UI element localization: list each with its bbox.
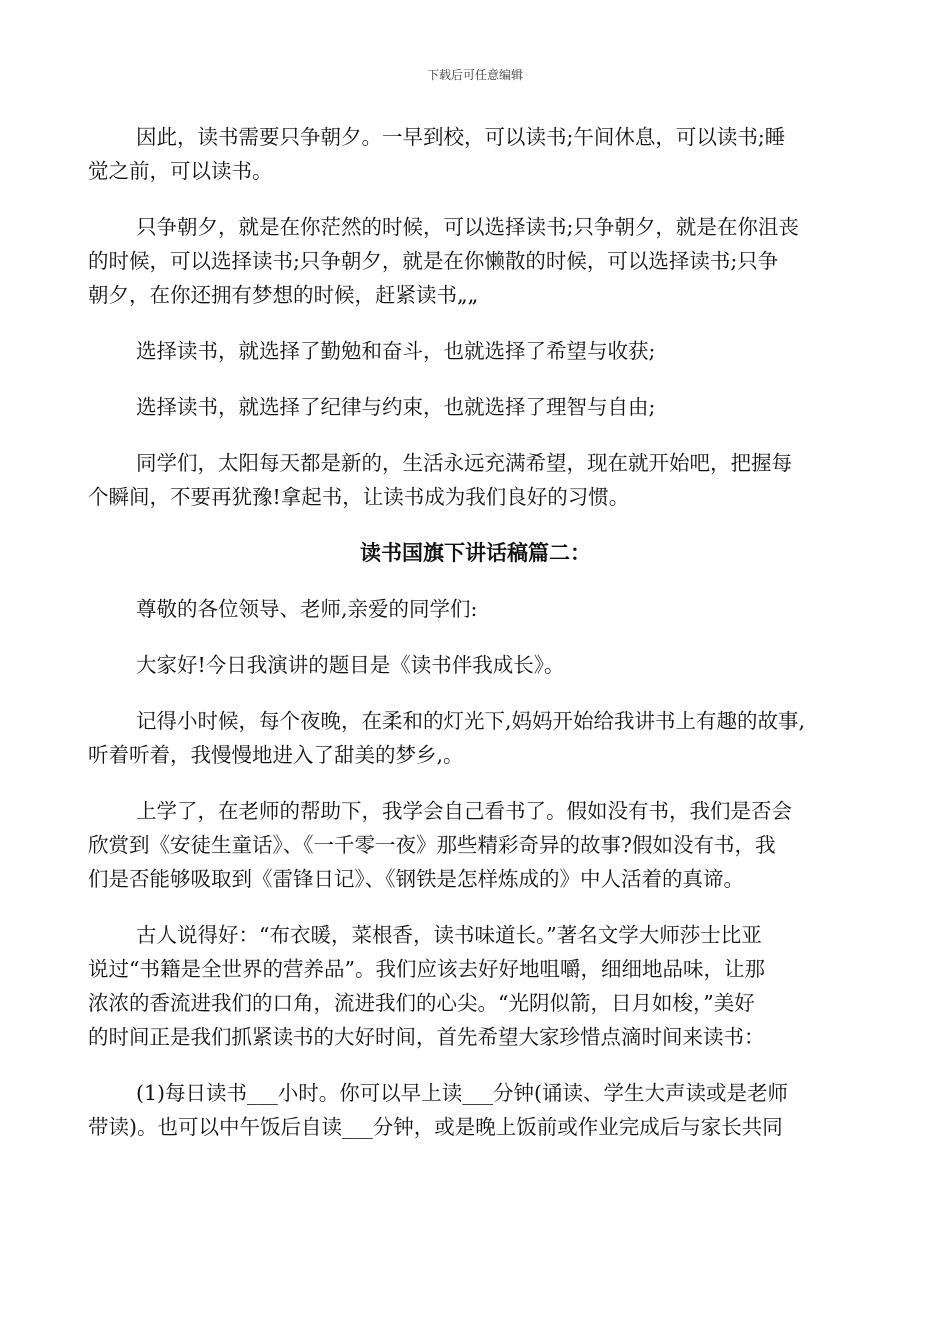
text-line: (1)每日读书___小时。你可以早上读___分钟(诵读、学生大声读或是老师	[136, 1081, 789, 1105]
text-line: 带读)。也可以中午饭后自读___分钟，或是晚上饭前或作业完成后与家长共同	[88, 1115, 783, 1139]
text-line: 的时候，可以选择读书;只争朝夕，就是在你懒散的时候，可以选择读书;只争	[88, 249, 779, 273]
text-line: 朝夕，在你还拥有梦想的时候，赶紧读书„„	[88, 283, 479, 307]
text-line: 选择读书，就选择了纪律与约束，也就选择了理智与自由;	[136, 395, 656, 419]
text-line: 听着听着，我慢慢地进入了甜美的梦乡,。	[88, 743, 464, 767]
text-line: 说过“书籍是全世界的营养品”。我们应该去好好地咀嚼，细细地品味，让那	[88, 957, 765, 981]
paragraph	[88, 592, 863, 626]
text-line: 尊敬的各位领导、老师,亲爱的同学们:	[136, 597, 478, 621]
text-line: 记得小时候，每个夜晚，在柔和的灯光下,妈妈开始给我讲书上有趣的故事,	[136, 709, 806, 733]
text-line: 们是否能够吸取到《雷锋日记》、《钢铁是怎样炼成的》中人活着的真谛。	[88, 867, 744, 891]
text-line: 个瞬间，不要再犹豫!拿起书，让读书成为我们良好的习惯。	[88, 485, 630, 509]
text-line: 上学了，在老师的帮助下，我学会自己看书了。假如没有书，我们是否会	[136, 799, 792, 823]
paragraph	[88, 1076, 863, 1144]
text-line: 古人说得好：“布衣暖，菜根香，读书味道长。”著名文学大师莎士比亚	[136, 923, 762, 947]
section-title: 读书国旗下讲话稿篇二：	[360, 540, 591, 565]
paragraph	[88, 390, 863, 424]
text-line: 只争朝夕，就是在你茫然的时候，可以选择读书;只争朝夕，就是在你沮丧	[136, 215, 799, 239]
paragraph	[88, 334, 863, 368]
text-line: 浓浓的香流进我们的口角，流进我们的心尖。“光阴似箭，日月如梭，”美好	[88, 991, 755, 1015]
document-body	[88, 120, 863, 1166]
text-line: 欣赏到《安徒生童话》、《一千零一夜》那些精彩奇异的故事?假如没有书，我	[88, 833, 776, 857]
text-line: 的时间正是我们抓紧读书的大好时间，首先希望大家珍惜点滴时间来读书：	[88, 1025, 765, 1049]
paragraph	[88, 648, 863, 682]
text-line: 大家好!今日我演讲的题目是《读书伴我成长》。	[136, 653, 565, 677]
paragraph	[88, 794, 863, 896]
text-line: 同学们，太阳每天都是新的，生活永远充满希望，现在就开始吧，把握每	[136, 451, 792, 475]
text-line: 觉之前，可以读书。	[88, 159, 273, 183]
paragraph	[88, 704, 863, 772]
paragraph	[88, 446, 863, 514]
page-header: 下载后可任意编辑	[426, 68, 523, 82]
paragraph	[88, 120, 863, 188]
paragraph	[88, 210, 863, 312]
text-line: 选择读书，就选择了勤勉和奋斗，也就选择了希望与收获;	[136, 339, 656, 363]
text-line: 因此，读书需要只争朝夕。一早到校，可以读书;午间休息，可以读书;睡	[136, 125, 786, 149]
paragraph	[88, 918, 863, 1054]
